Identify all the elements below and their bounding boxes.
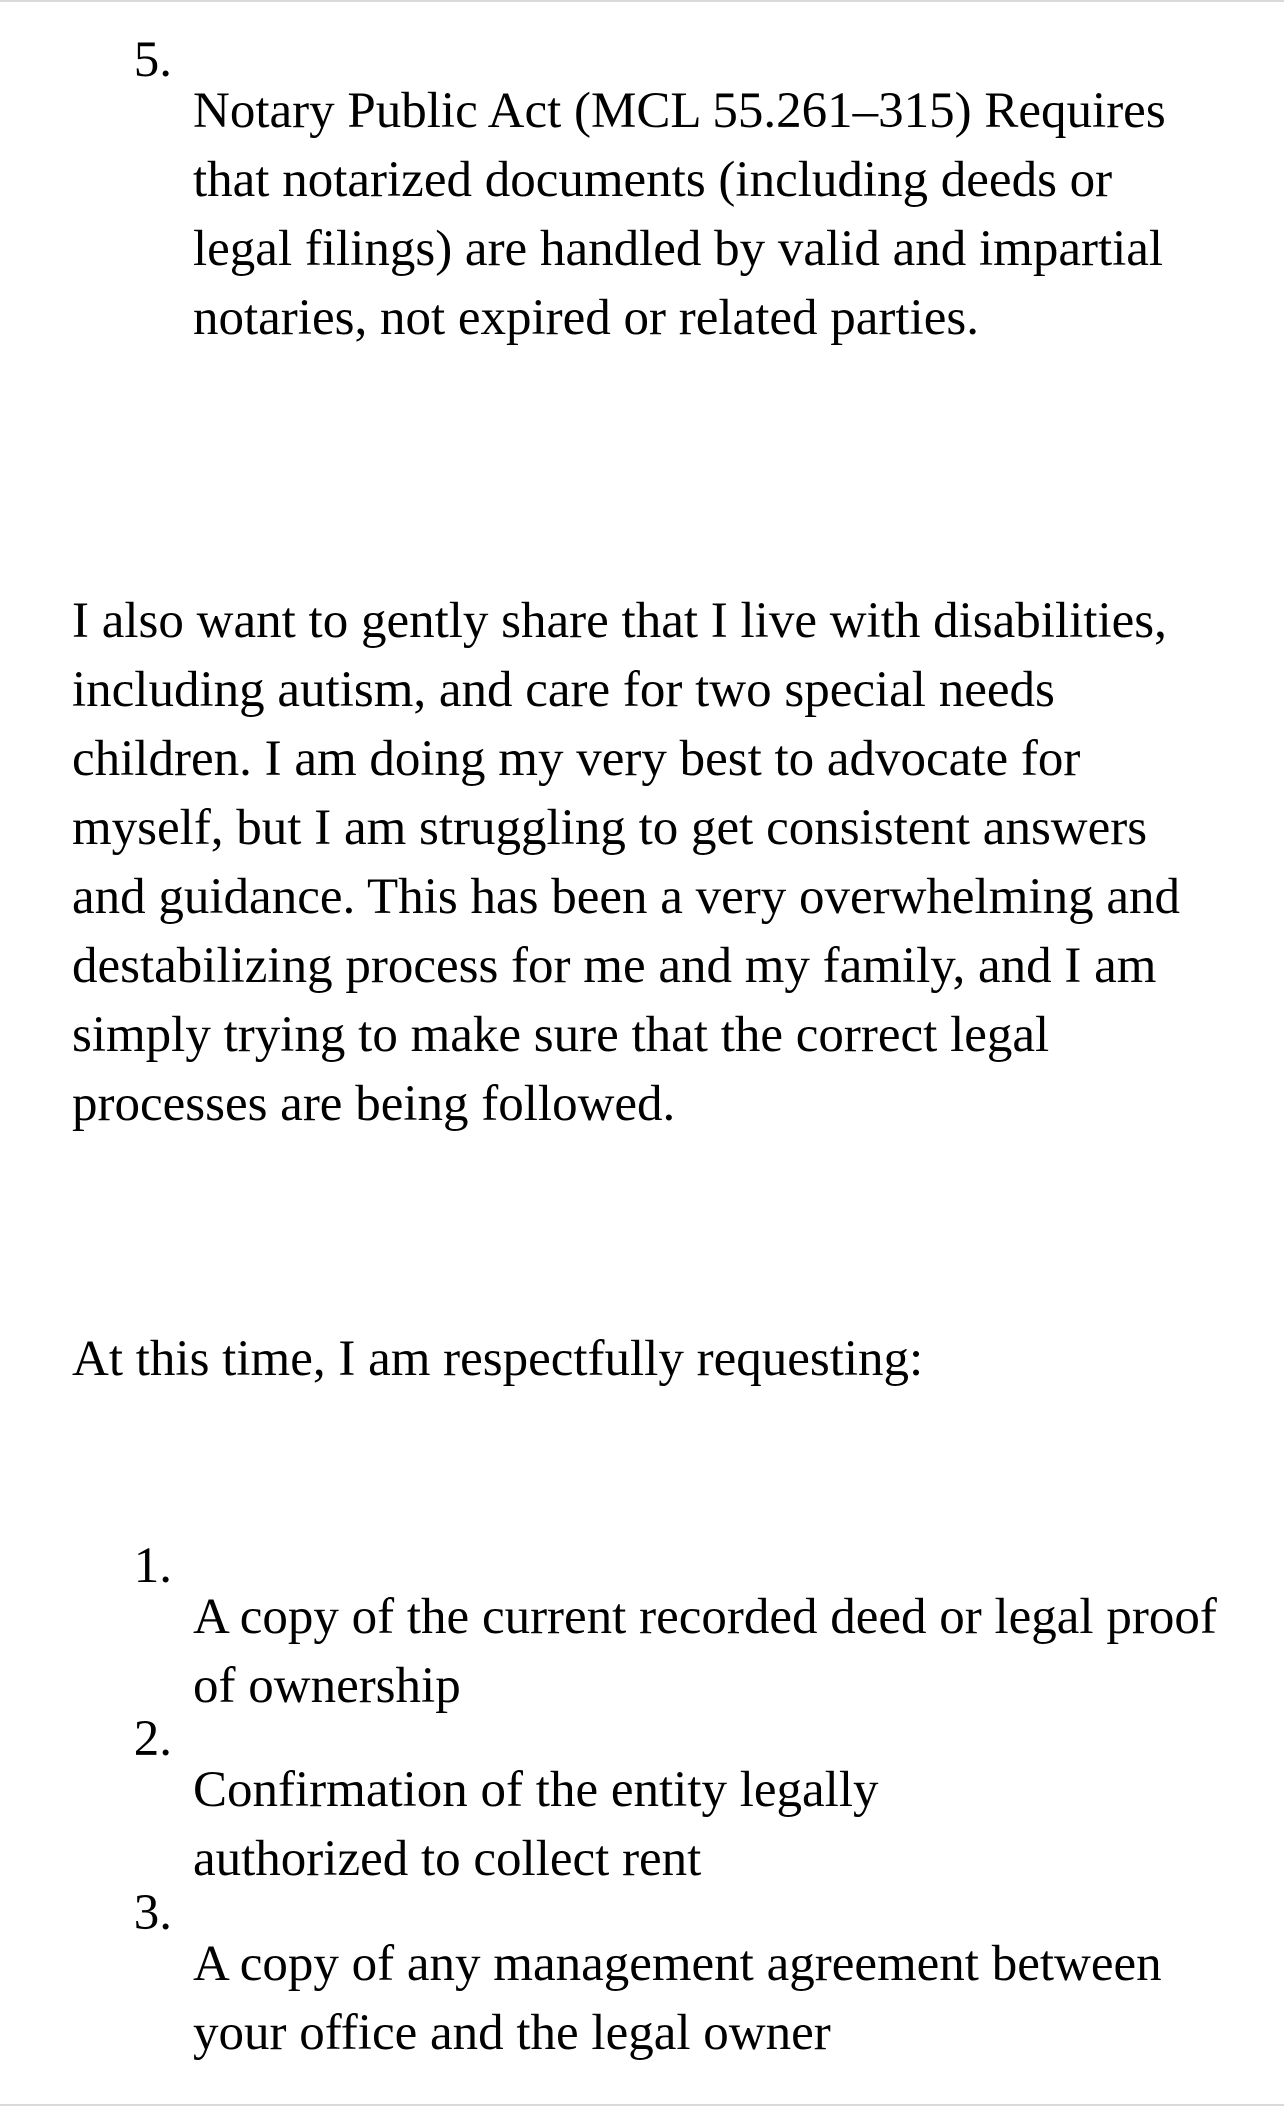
list-item-management-agreement [120,1879,1230,2119]
list-item-notary-act [120,26,1230,404]
list-item-text: Notary Public Act (MCL 55.261–315) Requires that notarized documents (including deeds or legal filings) are handled by valid and impartial notaries, not expired or related parties. [193,83,1166,346]
list-number: 3. [133,1885,172,1941]
list-item-text: A copy of the current recorded deed or legal proof of ownership [193,1589,1217,1714]
list-number: 5. [133,32,172,88]
list-item-text: Confirmation of the entity legally authorized to collect rent [193,1762,879,1887]
list-number: 1. [133,1538,172,1594]
request-intro-paragraph: At this time, I am respectfully requesting: [72,1331,924,1387]
list-item-text: A copy of any management agreement between your office and the legal owner [193,1936,1162,2061]
disability-paragraph: I also want to gently share that I live with disabilities, including autism, and care for two special needs children. I am doing my very best to advocate for myself, but I am struggling to get consistent answers and guidance. This has been a very overwhelming and destabilizing process for me and my family, and I am simply trying to make sure that the correct legal processes are being followed. [72,593,1180,1132]
list-number: 2. [133,1711,172,1767]
